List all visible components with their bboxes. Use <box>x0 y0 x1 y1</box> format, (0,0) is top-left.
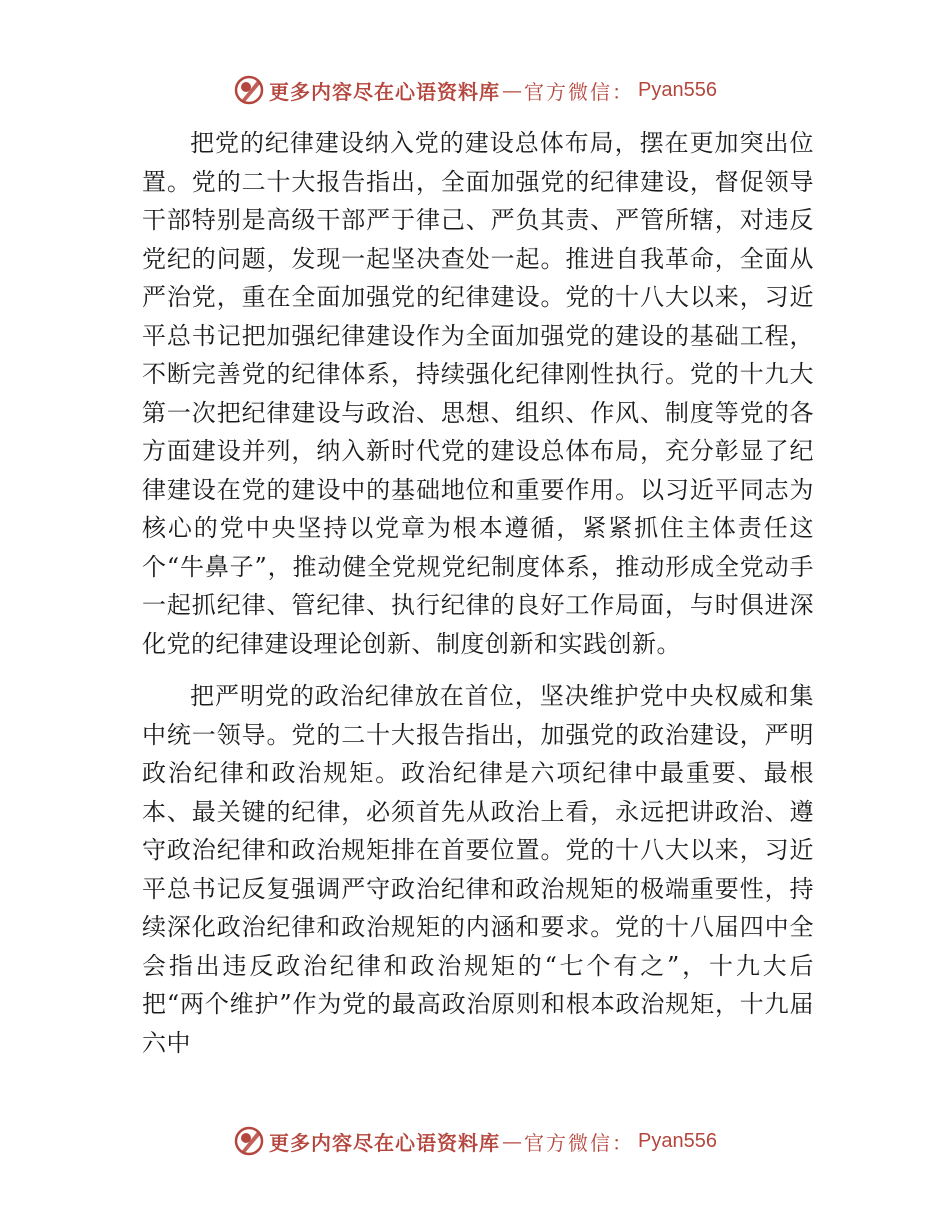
header-separator: — <box>502 78 523 102</box>
wechat-label: 官方微信： <box>524 79 635 104</box>
brand-logo-icon <box>233 74 265 106</box>
paragraph-1: 把党的纪律建设纳入党的建设总体布局，摆在更加突出位置。党的二十大报告指出，全面加强党的纪律建设，督促领导干部特别是高级干部严于律己、严负其责、严管所辖，对违反党纪的问题，发现一起坚决查处一起。推进自我革命，全面从严治党，重在全面加强党的纪律建设。党的十八大以来，习近平总书记把加强纪律建设作为全面加强党的建设的基础工程，不断完善党的纪律体系，持续强化纪律刚性执行。党的十九大第一次把纪律建设与政治、思想、组织、作风、制度等党的各方面建设并列，纳入新时代党的建设总体布局，充分彰显了纪律建设在党的建设中的基础地位和重要作用。以习近平同志为核心的党中央坚持以党章为根本遵循，紧紧抓住主体责任这个“牛鼻子”，推动健全党规党纪制度体系，推动形成全党动手一起抓纪律、管纪律、执行纪律的良好工作局面，与时俱进深化党的纪律建设理论创新、制度创新和实践创新。 <box>142 129 814 658</box>
footer-separator: — <box>502 1129 523 1153</box>
brand-text: 更多内容尽在心语资料库 <box>269 79 501 104</box>
document-body <box>142 124 814 1062</box>
brand-text: 更多内容尽在心语资料库 <box>269 1130 501 1155</box>
wechat-id: Pyan556 <box>638 78 717 101</box>
brand-logo-icon <box>233 1125 265 1157</box>
wechat-id: Pyan556 <box>638 1129 717 1152</box>
page-header-watermark <box>0 73 950 107</box>
wechat-label: 官方微信： <box>524 1130 635 1155</box>
paragraph-2: 把严明党的政治纪律放在首位，坚决维护党中央权威和集中统一领导。党的二十大报告指出，加强党的政治建设，严明政治纪律和政治规矩。政治纪律是六项纪律中最重要、最根本、最关键的纪律，必须首先从政治上看，永远把讲政治、遵守政治纪律和政治规矩排在首要位置。党的十八大以来，习近平总书记反复强调严守政治纪律和政治规矩的极端重要性，持续深化政治纪律和政治规矩的内涵和要求。党的十八届四中全会指出违反政治纪律和政治规矩的“七个有之”，十九大后把“两个维护”作为党的最高政治原则和根本政治规矩，十九届六中 <box>142 682 814 1057</box>
page-footer-watermark <box>0 1124 950 1158</box>
